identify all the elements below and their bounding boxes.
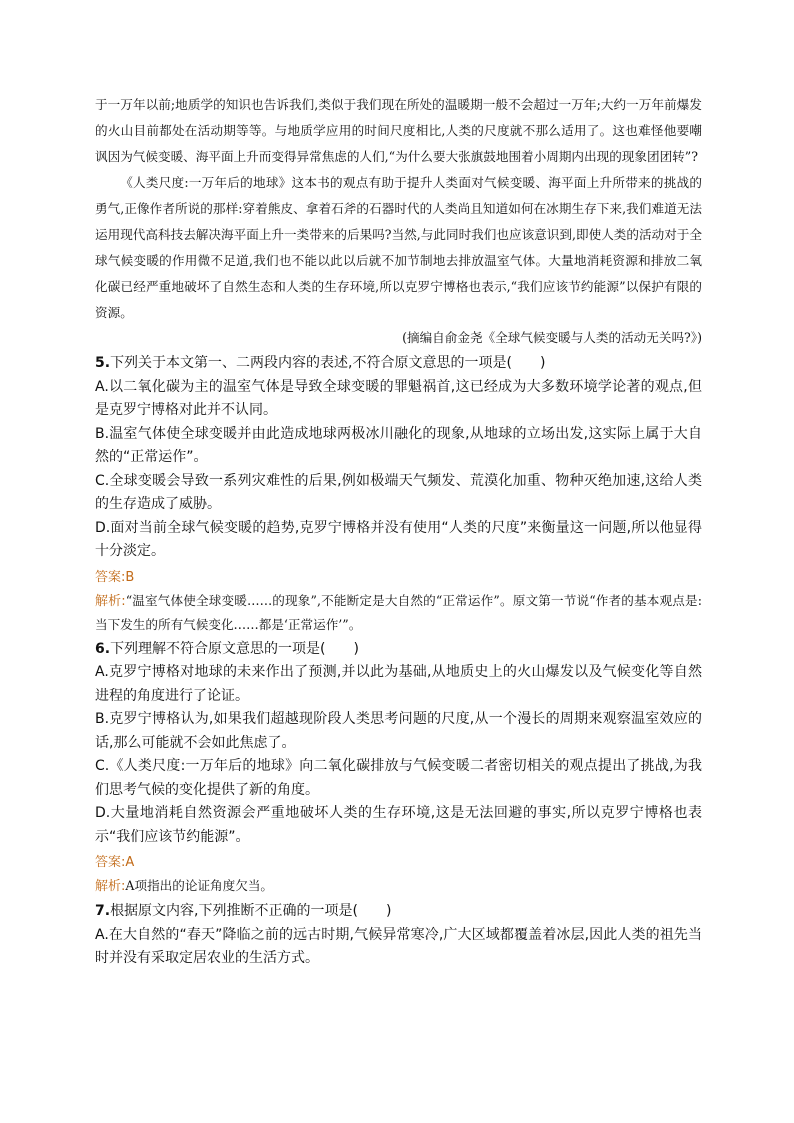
analysis-line	[95, 874, 702, 898]
question-7	[95, 900, 702, 971]
question-number: 5.	[95, 355, 111, 371]
option-a: A.在大自然的“春天”降临之前的远古时期,气候异常寒冷,广大区域都覆盖着冰层,因此人类的祖先当时并没有采取定居农业的生活方式。	[95, 926, 702, 966]
option-c: C.全球变暖会导致一系列灾难性的后果,例如极端天气频发、荒漠化加重、物种灭绝加速,这给人类的生存造成了威胁。	[95, 472, 702, 512]
question-text: 下列关于本文第一、二两段内容的表述,不符合原文意思的一项是( )	[110, 355, 546, 371]
option-b: B.克罗宁博格认为,如果我们超越现阶段人类思考问题的尺度,从一个漫长的周期来观察温室效应的话,那么可能就不会如此焦虑了。	[95, 711, 702, 751]
answer-label: 答案:	[95, 855, 126, 870]
question-5	[95, 352, 702, 636]
analysis-label: 解析:	[95, 879, 126, 894]
analysis-line	[95, 589, 702, 636]
answer-value: A	[125, 855, 135, 870]
passage-paragraph-1: 于一万年以前;地质学的知识也告诉我们,类似于我们现在所处的温暖期一般不会超过一万年;大约一万年前爆发的火山目前都处在活动期等等。与地质学应用的时间尺度相比,人类的尺度就不那么适用了。这也难怪他要嘲讽因为气候变暖、海平面上升而变得异常焦虑的人们,“为什么要大张旗鼓地围着小周期内出现的现象团团转”?	[95, 97, 702, 164]
question-number: 6.	[95, 640, 111, 657]
question-stem	[95, 352, 702, 376]
option-a: A.克罗宁博格对地球的未来作出了预测,并以此为基础,从地质史上的火山爆发以及气候变化等自然进程的角度进行了论证。	[95, 664, 702, 704]
question-text: 根据原文内容,下列推断不正确的一项是( )	[110, 903, 392, 919]
passage-source: (摘编自俞金尧《全球气候变暖与人类的活动无关吗?》)	[402, 330, 702, 345]
analysis-text: A项指出的论证角度欠当。	[125, 878, 274, 893]
analysis-label: 解析:	[95, 593, 126, 609]
question-text: 下列理解不符合原文意思的一项是( )	[110, 640, 359, 657]
option-b: B.温室气体使全球变暖并由此造成地球两极冰川融化的现象,从地球的立场出发,这实际上属于大自然的“正常运作”。	[95, 425, 702, 465]
page-content	[95, 92, 702, 971]
option-d: D.大量地消耗自然资源会严重地破坏人类的生存环境,这是无法回避的事实,所以克罗宁博格也表示“我们应该节约能源”。	[95, 805, 702, 845]
option-c: C.《人类尺度:一万年后的地球》向二氧化碳排放与气候变暖二者密切相关的观点提出了挑战,为我们思考气候的变化提供了新的角度。	[95, 758, 702, 798]
answer-value: B	[125, 569, 135, 585]
question-6	[95, 638, 702, 899]
question-stem	[95, 900, 702, 924]
answer-line	[95, 566, 702, 589]
option-a: A.以二氧化碳为主的温室气体是导致全球变暖的罪魁祸首,这已经成为大多数环境学论著的观点,但是克罗宁博格对此并不认同。	[95, 378, 702, 418]
question-number: 7.	[95, 903, 111, 919]
question-stem	[95, 638, 702, 662]
answer-label: 答案:	[95, 569, 126, 585]
answer-line	[95, 851, 702, 874]
analysis-text: “温室气体使全球变暖……的现象”,不能断定是大自然的“正常运作”。原文第一节说“作者的基本观点是:当下发生的所有气候变化……都是‘正常运作’”。	[95, 592, 702, 632]
option-d: D.面对当前全球气候变暖的趋势,克罗宁博格并没有使用“人类的尺度”来衡量这一问题,所以他显得十分淡定。	[95, 519, 702, 559]
reading-passage	[95, 92, 702, 350]
passage-paragraph-2: 《人类尺度:一万年后的地球》这本书的观点有助于提升人类面对气候变暖、海平面上升所带来的挑战的勇气,正像作者所说的那样:穿着熊皮、拿着石斧的石器时代的人类尚且知道如何在冰期生存下来,我们难道无法运用现代高科技去解决海平面上升一类带来的后果吗?当然,与此同时我们也应该意识到,即使人类的活动对于全球气候变暖的作用微不足道,我们也不能以此以后就不加节制地去排放温室气体。大量地消耗资源和排放二氧化碳已经严重地破坏了自然生态和人类的生存环境,所以克罗宁博格也表示,“我们应该节约能源”以保护有限的资源。	[95, 175, 702, 320]
